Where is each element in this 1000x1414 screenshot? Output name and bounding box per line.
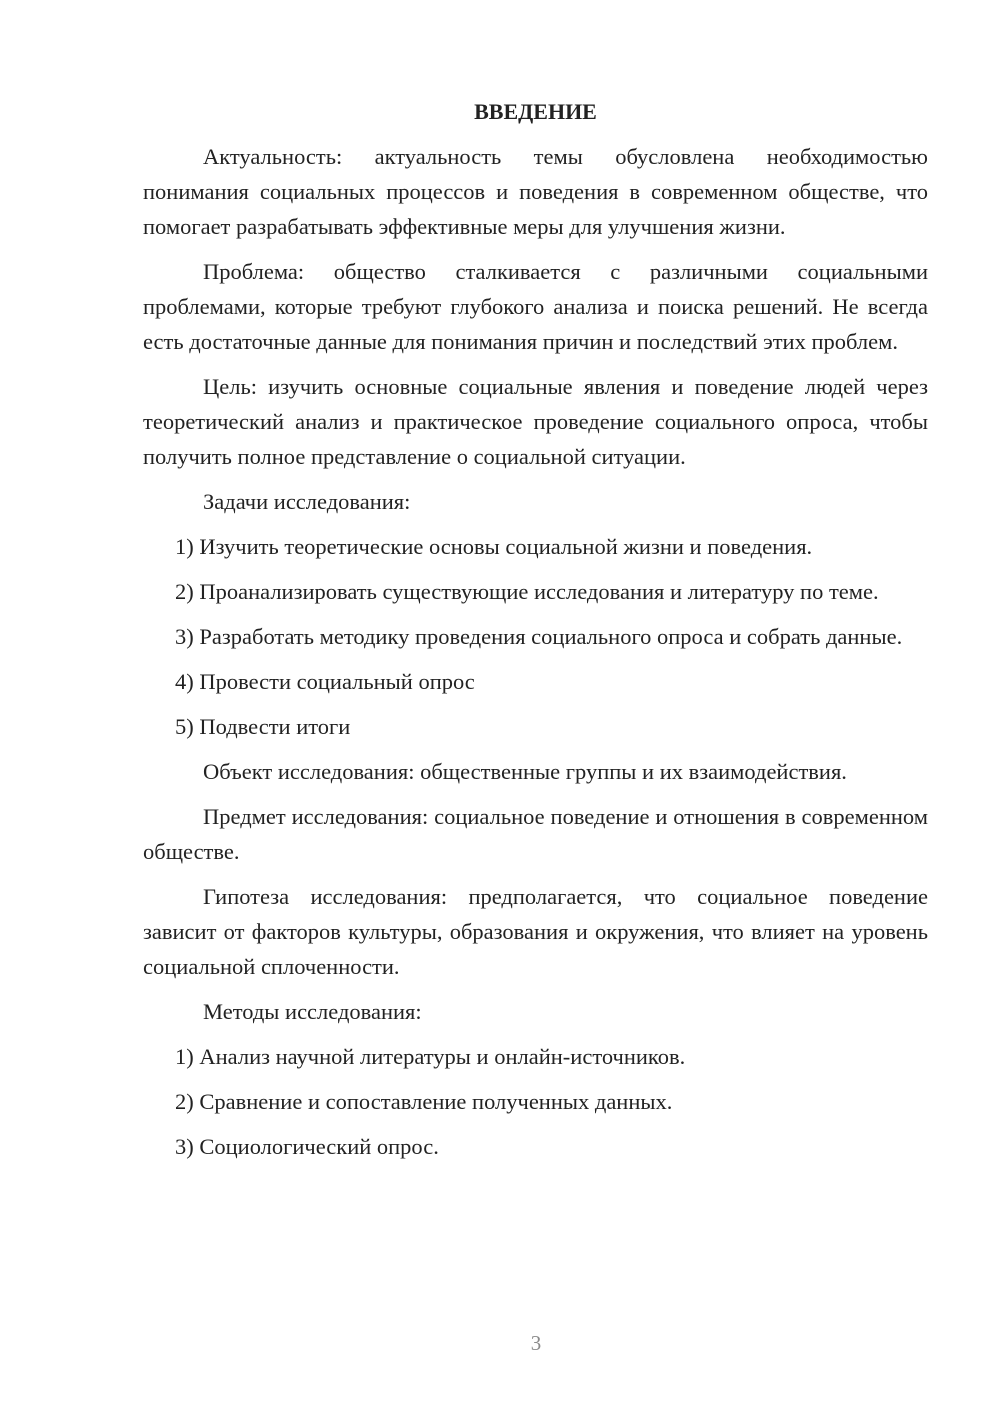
subject-paragraph: Предмет исследования: социальное поведение и отношения в современном обществе. <box>143 804 928 864</box>
method-item: 2) Сравнение и сопоставление полученных данных. <box>175 1089 673 1114</box>
problem-paragraph: Проблема: общество сталкивается с различными социальными проблемами, которые требуют глубокого анализа и поиска решений. Не всегда есть достаточные данные для понимания причин и последствий этих проблем. <box>143 259 928 354</box>
page-number: 3 <box>530 1331 542 1355</box>
task-item: 3) Разработать методику проведения социального опроса и собрать данные. <box>175 624 903 649</box>
method-item: 1) Анализ научной литературы и онлайн-источников. <box>175 1044 686 1069</box>
section-title: ВВЕДЕНИЕ <box>474 99 597 124</box>
relevance-paragraph: Актуальность: актуальность темы обусловлена необходимостью понимания социальных процессов и поведения в современном обществе, что помогает разрабатывать эффективные меры для улучшения жизни. <box>143 144 928 239</box>
methods-heading: Методы исследования: <box>203 999 422 1024</box>
goal-paragraph: Цель: изучить основные социальные явления и поведение людей через теоретический анализ и практическое проведение социального опроса, чтобы получить полное представление о социальной ситуации. <box>143 374 928 469</box>
method-item: 3) Социологический опрос. <box>175 1134 439 1159</box>
tasks-heading: Задачи исследования: <box>203 489 411 514</box>
task-item: 2) Проанализировать существующие исследования и литературу по теме. <box>175 579 879 604</box>
task-item: 1) Изучить теоретические основы социальной жизни и поведения. <box>175 534 813 559</box>
document-page <box>143 94 928 1174</box>
object-paragraph: Объект исследования: общественные группы и их взаимодействия. <box>203 759 847 784</box>
task-item: 5) Подвести итоги <box>175 714 351 739</box>
task-item: 4) Провести социальный опрос <box>175 669 475 694</box>
hypothesis-paragraph: Гипотеза исследования: предполагается, что социальное поведение зависит от факторов культуры, образования и окружения, что влияет на уровень социальной сплоченности. <box>143 884 928 979</box>
